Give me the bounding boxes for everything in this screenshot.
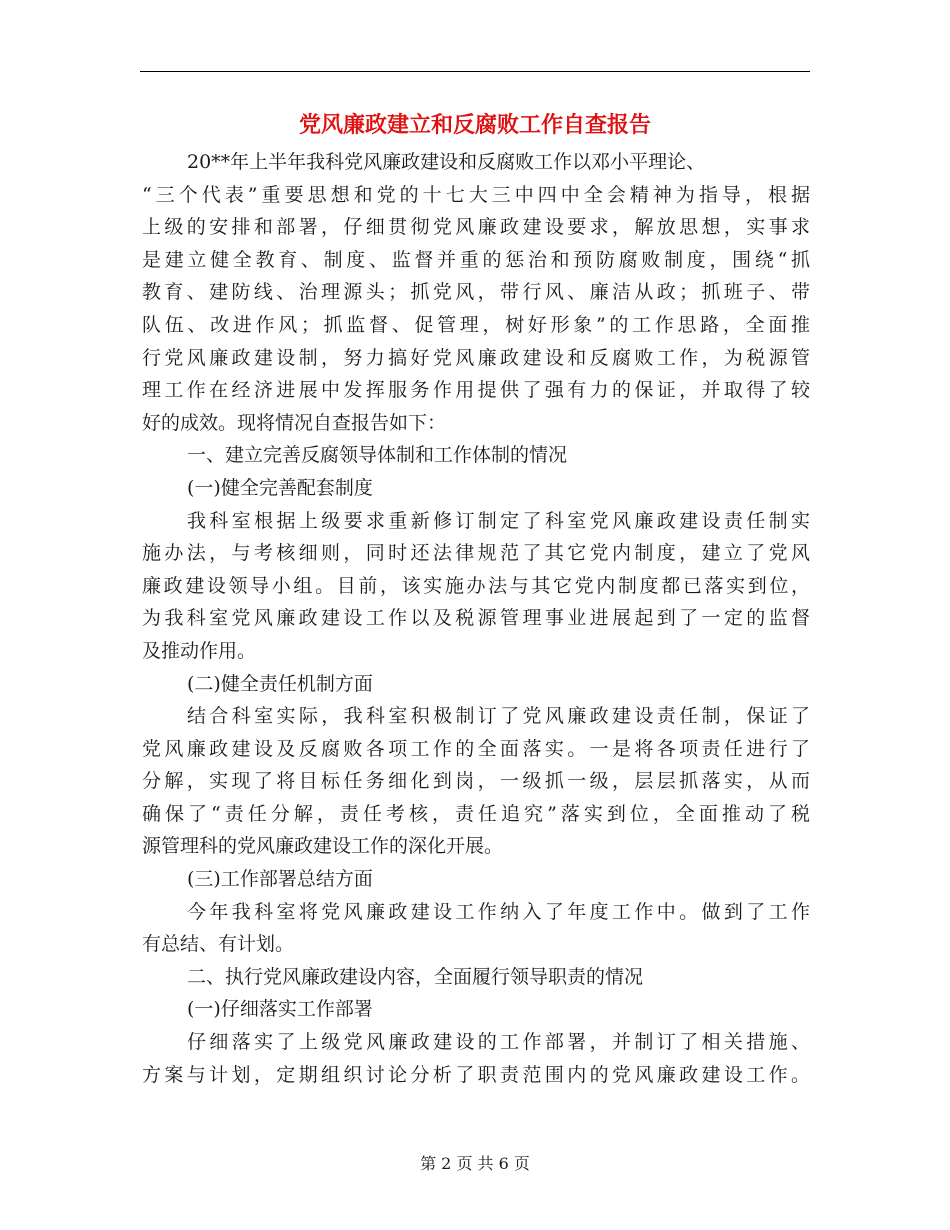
body-line: 施办法，与考核细则，同时还法律规范了其它党内制度，建立了党风 — [142, 542, 810, 565]
body-line: 党风廉政建设及反腐败各项工作的全面落实。一是将各项责任进行了 — [142, 737, 810, 760]
body-line: 我科室根据上级要求重新修订制定了科室党风廉政建设责任制实 — [187, 509, 810, 532]
body-line: 廉政建设领导小组。目前，该实施办法与其它党内制度都已落实到位， — [142, 574, 810, 597]
header-rule — [140, 71, 810, 72]
body-line: (一)健全完善配套制度 — [187, 476, 373, 499]
body-line: “三个代表”重要思想和党的十七大三中四中全会精神为指导，根据 — [142, 183, 810, 206]
body-line: 及推动作用。 — [142, 639, 257, 662]
body-line: 20**年上半年我科党风廉政建设和反腐败工作以邓小平理论、 — [187, 151, 706, 173]
body-line: (三)工作部署总结方面 — [187, 868, 373, 891]
body-line: 源管理科的党风廉政建设工作的深化开展。 — [142, 835, 504, 858]
body-line: 好的成效。现将情况自查报告如下： — [142, 411, 447, 434]
body-line: 今年我科室将党风廉政建设工作纳入了年度工作中。做到了工作 — [187, 900, 810, 923]
body-line: 仔细落实了上级党风廉政建设的工作部署，并制订了相关措施、 — [187, 1031, 810, 1054]
body-line: 分解，实现了将目标任务细化到岗，一级抓一级，层层抓落实，从而 — [142, 770, 810, 793]
document-body — [142, 146, 810, 1091]
body-line: 队伍、改进作风；抓监督、促管理，树好形象”的工作思路，全面推 — [142, 313, 810, 336]
body-line: 是建立健全教育、制度、监督并重的惩治和预防腐败制度，围绕“抓 — [142, 248, 810, 271]
body-line: (一)仔细落实工作部署 — [187, 998, 373, 1021]
body-line: 结合科室实际，我科室积极制订了党风廉政建设责任制，保证了 — [187, 705, 810, 728]
body-line: 有总结、有计划。 — [142, 933, 295, 956]
body-line: 确保了“责任分解，责任考核，责任追究”落实到位，全面推动了税 — [142, 802, 810, 825]
body-line: 上级的安排和部署，仔细贯彻党风廉政建设要求，解放思想，实事求 — [142, 216, 810, 239]
document-title: 党风廉政建立和反腐败工作自查报告 — [298, 112, 651, 138]
body-line: (二)健全责任机制方面 — [187, 672, 373, 695]
body-line: 理工作在经济进展中发挥服务作用提供了强有力的保证，并取得了较 — [142, 379, 810, 402]
body-line: 教育、建防线、治理源头；抓党风，带行风、廉洁从政；抓班子、带 — [142, 281, 810, 304]
body-line: 二、执行党风廉政建设内容，全面履行领导职责的情况 — [187, 965, 644, 988]
body-line: 一、建立完善反腐领导体制和工作体制的情况 — [187, 444, 568, 467]
page-footer: 第 2 页 共 6 页 — [420, 1154, 530, 1173]
body-line: 为我科室党风廉政建设工作以及税源管理事业进展起到了一定的监督 — [142, 607, 810, 630]
body-line: 行党风廉政建设制，努力搞好党风廉政建设和反腐败工作，为税源管 — [142, 346, 810, 369]
body-line: 方案与计划，定期组织讨论分析了职责范围内的党风廉政建设工作。 — [142, 1063, 810, 1086]
